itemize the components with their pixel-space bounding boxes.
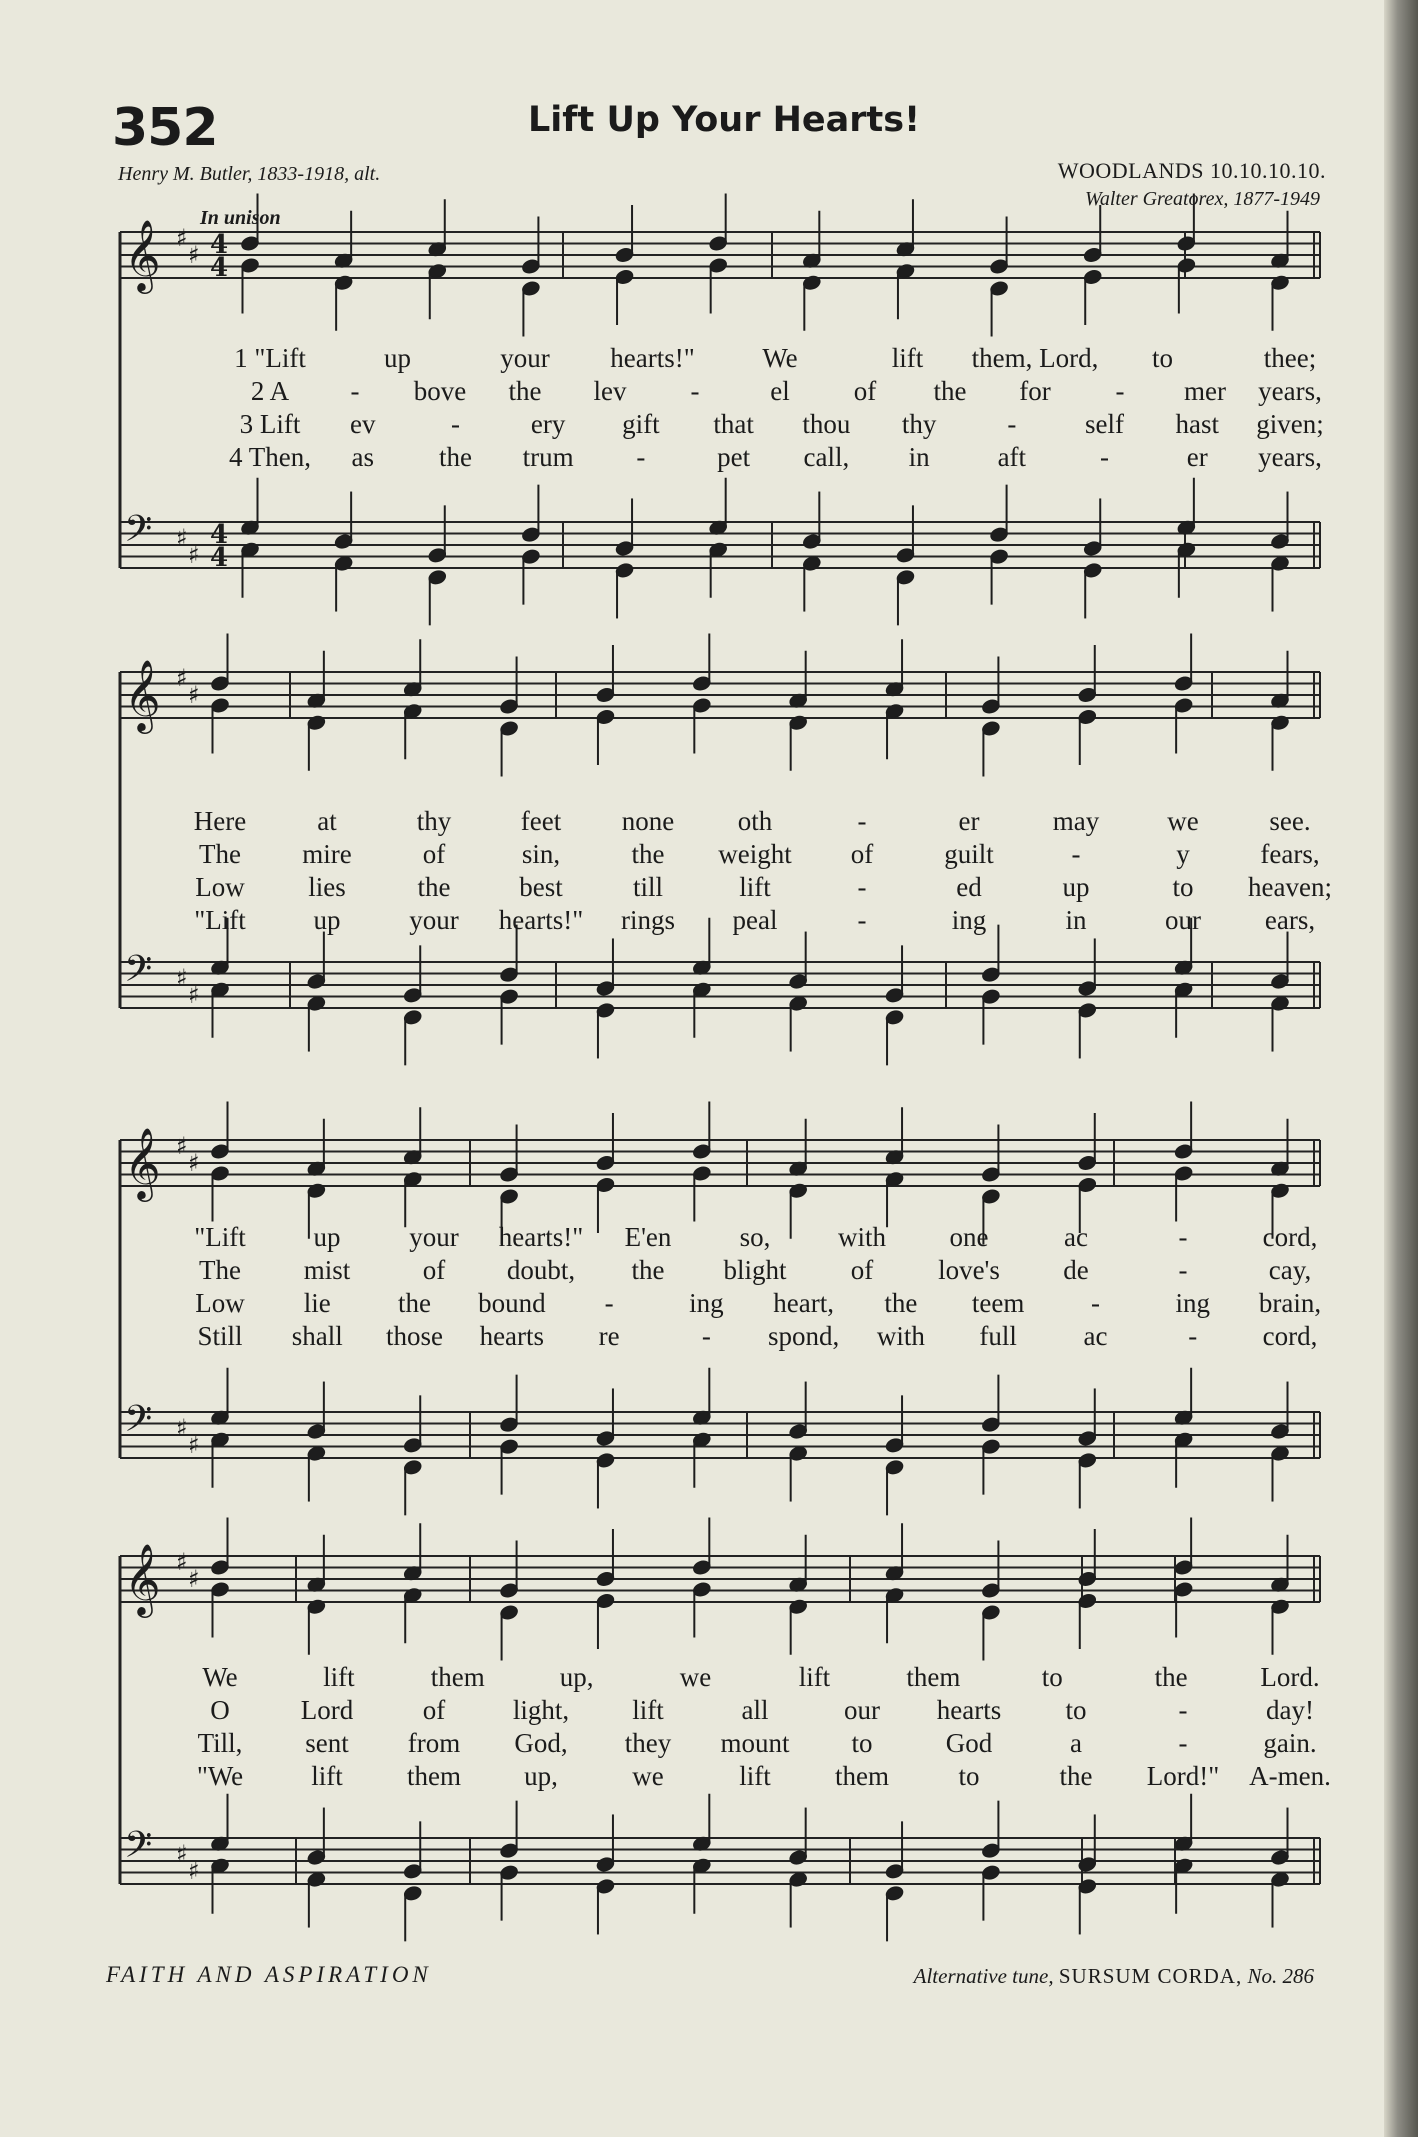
lyric-syllable: 3 Lift [239,409,301,439]
key-signature-sharp: ♯ [188,1431,200,1459]
time-signature: 4 [210,230,229,260]
lyric-syllable: teem [971,1288,1025,1318]
key-signature-sharp: ♯ [188,541,200,569]
lyric-syllable: er [1186,442,1208,472]
lyric-syllable: of [422,1255,446,1285]
lyric-syllable: mire [302,839,352,869]
lyric-syllable: lift [891,343,924,373]
lyric-syllable: full [979,1321,1017,1351]
lyric-syllable: y [1176,839,1190,869]
lyric-syllable: ing [689,1288,724,1318]
lyric-syllable: to [1065,1695,1087,1725]
lyric-syllable: - [1188,1321,1198,1351]
lyric-syllable: the [933,376,967,406]
alt-tune-name: SURSUM CORDA, [1058,1964,1243,1988]
lyric-syllable: lift [739,1761,771,1791]
lyric-syllable: rings [621,905,675,935]
lyric-syllable: The [199,1255,241,1285]
lyric-syllable: the [417,872,451,902]
author-credit: Henry M. Butler, 1833-1918, alt. [118,163,381,185]
lyric-syllable: to [1172,872,1194,902]
lyric-syllable: those [386,1321,444,1351]
lyric-syllable: ev [349,409,376,439]
lyric-syllable: thou [802,409,851,439]
lyric-syllable: to [1151,343,1174,373]
lyric-syllable: aft [997,442,1027,472]
lyric-syllable: up [1062,872,1090,902]
key-signature-sharp: ♯ [176,1414,188,1442]
key-signature-sharp: ♯ [176,1840,188,1868]
lyric-syllable: till [632,872,664,902]
lyric-syllable: to [851,1728,873,1758]
lyric-syllable: Till, [197,1728,243,1758]
lyric-syllable: A-men. [1249,1761,1331,1791]
lyric-syllable: the [438,442,472,472]
lyric-syllable: - [1071,839,1081,869]
lyric-syllable: lift [739,872,771,902]
lyric-syllable: your [409,1222,459,1252]
lyric-syllable: "Lift [194,1222,246,1252]
lyric-syllable: of [422,1695,446,1725]
lyric-syllable: so, [739,1222,771,1252]
lyric-syllable: to [1041,1662,1063,1692]
lyric-syllable: your [500,343,550,373]
lyric-syllable: lift [311,1761,343,1791]
lyric-syllable: oth [737,806,773,836]
composer-credit: Walter Greatorex, 1877-1949 [1085,188,1320,210]
lyric-syllable: feet [520,806,562,836]
lyric-syllable: Low [195,1288,245,1318]
lyric-syllable: them [407,1761,461,1791]
lyric-syllable: of [850,1255,874,1285]
lyric-syllable: mist [303,1255,351,1285]
lyric-syllable: E'en [624,1222,672,1252]
lyric-syllable: cord, [1262,1222,1318,1252]
lyric-syllable: el [770,376,790,406]
lyric-syllable: hearts [936,1695,1002,1725]
lyric-syllable: of [850,839,874,869]
lyric-syllable: call, [803,442,850,472]
key-signature-sharp: ♯ [176,1132,188,1160]
lyric-syllable: at [317,806,337,836]
lyric-syllable: lift [632,1695,664,1725]
lyric-syllable: pet [717,442,751,472]
lyric-syllable: Lord [300,1695,354,1725]
bass-clef: 𝄢 [124,1398,153,1449]
lyric-syllable: - [450,409,460,439]
key-signature-sharp: ♯ [188,1565,200,1593]
lyric-syllable: we [1167,806,1199,836]
lyric-syllable: O [210,1695,230,1725]
hymn-number: 352 [112,98,218,158]
lyric-syllable: Lord. [1260,1662,1320,1692]
lyric-syllable: our [844,1695,880,1725]
lyric-syllable: Lord!" [1146,1761,1220,1791]
lyric-syllable: spond, [767,1321,840,1351]
key-signature-sharp: ♯ [176,1548,188,1576]
lyric-syllable: up, [559,1662,594,1692]
key-signature-sharp: ♯ [188,981,200,1009]
lyric-syllable: - [1178,1222,1188,1252]
lyric-syllable: ears, [1264,905,1316,935]
time-signature: 4 [210,253,229,283]
lyric-syllable: 1 "Lift [234,343,306,373]
lyric-syllable: lies [308,872,346,902]
lyric-syllable: 4 Then, [229,442,311,472]
key-signature-sharp: ♯ [176,664,188,692]
lyric-syllable: hearts!" [498,1222,584,1252]
lyric-syllable: - [1007,409,1017,439]
performance-direction: In unison [200,207,281,229]
lyric-syllable: hast [1175,409,1220,439]
lyric-syllable: fears, [1260,839,1320,869]
lyric-syllable: Here [193,806,247,836]
lyric-syllable: - [350,376,360,406]
lyric-syllable: heart, [773,1288,834,1318]
lyric-syllable: in [908,442,930,472]
lyric-syllable: We [202,1662,238,1692]
lyric-syllable: - [636,442,646,472]
lyric-syllable: them, Lord, [971,343,1099,373]
lyric-syllable: self [1085,409,1125,439]
lyric-syllable: years, [1258,442,1322,472]
lyric-syllable: - [690,376,700,406]
key-signature-sharp: ♯ [176,224,188,252]
key-signature-sharp: ♯ [176,964,188,992]
lyric-syllable: them [835,1761,889,1791]
lyric-syllable: er [958,806,980,836]
lyric-syllable: God [945,1728,993,1758]
lyric-syllable: the [1154,1662,1188,1692]
lyric-syllable: up [313,905,341,935]
lyric-syllable: - [701,1321,711,1351]
lyric-syllable: one [949,1222,989,1252]
lyric-syllable: ed [956,872,982,902]
lyric-syllable: ery [530,409,566,439]
lyric-syllable: hearts [479,1321,545,1351]
lyric-syllable: The [199,839,241,869]
tune-name: WOODLANDS 10.10.10.10. [1057,158,1326,183]
lyric-syllable: de [1063,1255,1089,1285]
section-title: FAITH AND ASPIRATION [106,1962,432,1987]
lyric-syllable: with [876,1321,925,1351]
lyric-syllable: trum [522,442,574,472]
hymn-title: Lift Up Your Hearts! [528,100,921,140]
lyric-syllable: up, [524,1761,558,1791]
lyric-syllable: peal [732,905,778,935]
lyric-syllable: see. [1269,806,1311,836]
treble-clef: 𝄞 [124,218,161,291]
lyric-syllable: heaven; [1248,872,1332,902]
lyric-syllable: ing [951,905,987,935]
lyric-syllable: given; [1256,409,1324,439]
lyric-syllable: doubt, [506,1255,576,1285]
lyric-syllable: them [430,1662,485,1692]
lyric-syllable: - [857,806,867,836]
lyric-syllable: up [313,1222,341,1252]
lyric-syllable: weight [718,839,792,869]
lyric-syllable: - [1178,1728,1188,1758]
lyric-syllable: thy [901,409,937,439]
alt-tune-prefix: Alternative tune, [913,1964,1054,1988]
treble-clef: 𝄞 [124,1126,161,1199]
key-signature-sharp: ♯ [188,1149,200,1177]
lyric-syllable: with [837,1222,887,1252]
lyric-syllable: - [1178,1695,1188,1725]
treble-clef: 𝄞 [124,1542,161,1615]
lyric-syllable: - [1178,1255,1188,1285]
lyric-syllable: none [621,806,675,836]
lyric-syllable: the [1059,1761,1093,1791]
lyric-syllable: lift [323,1662,355,1692]
lyric-syllable: cay, [1268,1255,1312,1285]
lyric-syllable: "We [196,1761,244,1791]
lyric-syllable: mer [1184,376,1226,406]
lyric-syllable: them [906,1662,961,1692]
lyric-syllable: a [1070,1728,1082,1758]
lyric-syllable: guilt [944,839,994,869]
lyric-syllable: gain. [1263,1728,1317,1758]
lyric-syllable: they [624,1728,672,1758]
lyric-syllable: may [1052,806,1100,836]
lyric-syllable: Still [197,1321,243,1351]
lyric-syllable: mount [720,1728,790,1758]
lyric-syllable: re [598,1321,620,1351]
bass-clef: 𝄢 [124,948,153,999]
lyric-syllable: thy [416,806,452,836]
lyric-syllable: the [508,376,542,406]
lyric-syllable: ac [1083,1321,1108,1351]
time-signature: 4 [210,520,229,550]
lyric-syllable: - [857,905,867,935]
key-signature-sharp: ♯ [188,1857,200,1885]
alternative-tune-note [914,1964,1314,1989]
lyric-syllable: lev [593,376,627,406]
lyric-syllable: to [958,1761,980,1791]
lyric-syllable: we [632,1761,664,1791]
lyric-syllable: - [1115,376,1125,406]
lyric-syllable: sin, [521,839,561,869]
lyric-syllable: the [398,1288,432,1318]
lyric-syllable: sent [305,1728,349,1758]
treble-clef: 𝄞 [124,658,161,731]
lyric-syllable: as [351,442,374,472]
lyric-syllable: ing [1175,1288,1210,1318]
lyric-syllable: gift [622,409,660,439]
lyric-syllable: lie [303,1288,331,1318]
lyric-syllable: - [1100,442,1110,472]
lyric-syllable: for [1019,376,1051,406]
lyric-syllable: the [884,1288,918,1318]
lyric-syllable: that [713,409,754,439]
lyric-syllable: "Lift [194,905,246,935]
lyric-syllable: blight [723,1255,787,1285]
lyric-syllable: we [679,1662,712,1692]
lyric-syllable: years, [1258,376,1322,406]
time-signature: 4 [210,543,229,573]
lyric-syllable: We [762,343,798,373]
lyric-syllable: 2 A [250,376,290,406]
lyric-syllable: lift [798,1662,831,1692]
lyric-syllable: - [1090,1288,1100,1318]
lyric-syllable: hearts!" [498,905,584,935]
lyric-syllable: day! [1266,1695,1314,1725]
lyric-syllable: bove [413,376,467,406]
lyric-syllable: bound [478,1288,546,1318]
lyric-syllable: the [631,1255,665,1285]
key-signature-sharp: ♯ [188,241,200,269]
key-signature-sharp: ♯ [176,524,188,552]
lyric-syllable: all [741,1695,769,1725]
lyric-syllable: the [631,839,665,869]
key-signature-sharp: ♯ [188,681,200,709]
lyric-syllable: - [604,1288,614,1318]
alt-tune-reference: No. 286 [1247,1964,1314,1988]
lyric-syllable: brain, [1258,1288,1322,1318]
lyric-syllable: Low [195,872,245,902]
lyric-syllable: cord, [1262,1321,1318,1351]
lyric-syllable: thee; [1263,343,1317,373]
lyric-syllable: your [409,905,459,935]
lyric-syllable: love's [938,1255,1000,1285]
lyric-syllable: in [1065,905,1087,935]
lyric-syllable: shall [291,1321,343,1351]
lyric-syllable: of [422,839,446,869]
lyric-syllable: God, [514,1728,568,1758]
lyric-syllable: ac [1064,1222,1088,1252]
lyric-syllable: - [857,872,867,902]
lyric-syllable: up [384,343,411,373]
lyric-syllable: our [1165,905,1201,935]
bass-clef: 𝄢 [124,1824,153,1875]
lyric-syllable: light, [512,1695,570,1725]
lyric-syllable: hearts!" [610,343,695,373]
bass-clef: 𝄢 [124,508,153,559]
lyric-syllable: best [519,872,563,902]
lyric-syllable: from [407,1728,461,1758]
lyric-syllable: of [853,376,877,406]
